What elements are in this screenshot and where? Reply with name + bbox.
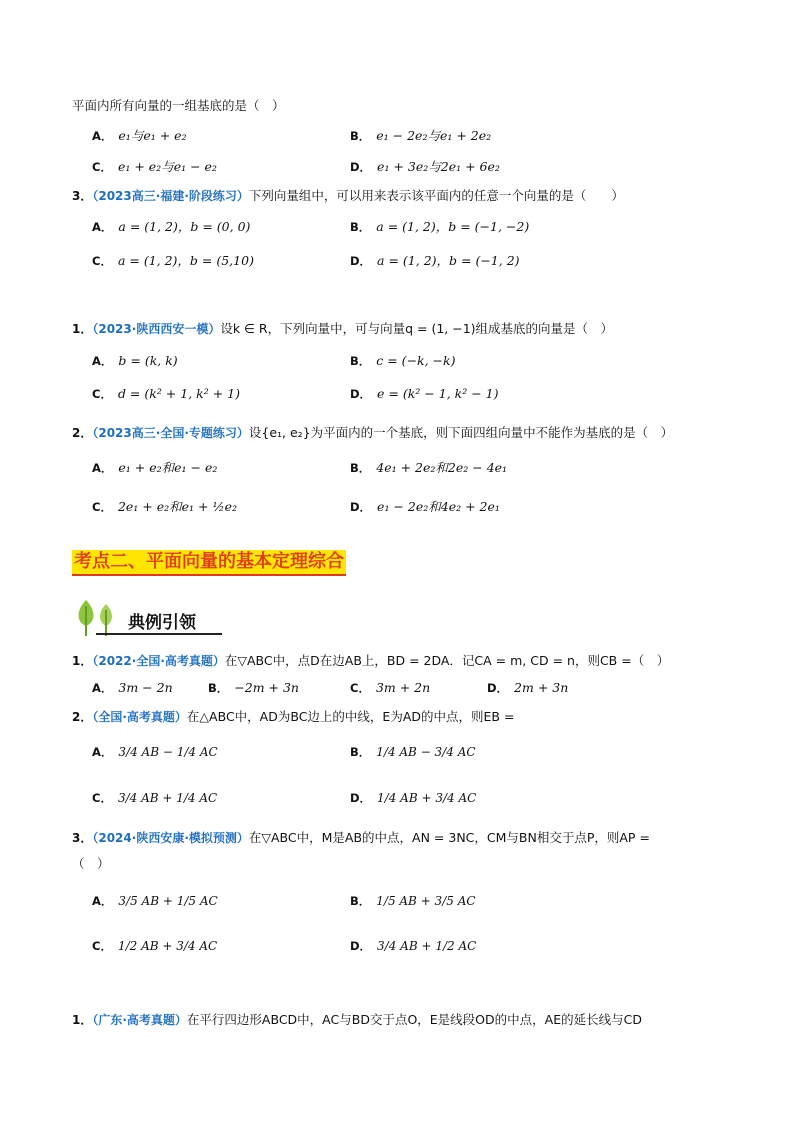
p1-option-c (92, 386, 240, 402)
option-text: a = (1, 2)，b = (5,10) (117, 253, 254, 268)
e1-option-b (208, 680, 299, 696)
question-number: 2． (72, 426, 93, 440)
option-label: D． (350, 387, 372, 401)
option-label: B． (350, 354, 371, 368)
question-stem: 在▽ABC中，点D在边AB上，BD = 2DA．记CA = m, CD = n，则CB =（ ） (224, 653, 670, 668)
option-label: B． (350, 461, 371, 475)
q3-option-a (92, 217, 250, 235)
e3-stem-line (72, 828, 650, 846)
intro-option-a (92, 126, 187, 144)
option-text: 4e₁ + 2e₂和2e₂ − 4e₁ (376, 460, 508, 475)
option-label: D． (350, 791, 372, 805)
p2-stem-line (72, 423, 673, 441)
option-label: B． (350, 894, 371, 908)
option-text: 1/4 AB − 3/4 AC (376, 745, 476, 759)
option-text: d = (k² + 1, k² + 1) (117, 386, 240, 401)
question-number: 3． (72, 189, 93, 203)
option-label: A． (92, 894, 113, 908)
question-source: （广东·高考真题） (92, 1013, 187, 1027)
question-source: （全国·高考真题） (92, 710, 187, 724)
intro-stem: 平面内所有向量的一组基底的是（ ） (72, 98, 285, 113)
option-text: e₁ − 2e₂与e₁ + 2e₂ (376, 128, 492, 143)
option-text: 1/5 AB + 3/5 AC (376, 894, 476, 908)
option-text: c = (−k, −k) (376, 353, 456, 368)
option-text: 3/5 AB + 1/5 AC (118, 894, 218, 908)
question-source: （2024·陕西安康·模拟预测） (92, 831, 249, 845)
option-text: e₁ − 2e₂和4e₂ + 2e₁ (377, 499, 500, 514)
option-label: B． (208, 681, 229, 695)
p2-option-c (92, 497, 237, 515)
section-title: 考点二、平面向量的基本定理综合 (72, 550, 346, 576)
question-stem: 在▽ABC中，M是AB的中点，AN = 3NC，CM与BN相交于点P，则AP = (248, 830, 650, 845)
option-text: b = (k, k) (118, 353, 178, 368)
option-label: A． (92, 354, 113, 368)
option-label: C． (92, 500, 112, 514)
question-source: （2023高三·全国·专题练习） (92, 426, 249, 440)
intro-option-c (92, 157, 217, 175)
question-stem: 下列向量组中，可以用来表示该平面内的任意一个向量的是（ ） (248, 188, 624, 203)
option-label: C． (92, 387, 112, 401)
p1-option-d (350, 386, 498, 402)
question-number: 1． (72, 654, 93, 668)
e2-option-a (92, 744, 218, 760)
e1-stem-line (72, 651, 669, 669)
question-source: （2023高三·福建·阶段练习） (92, 189, 249, 203)
option-label: B． (350, 129, 371, 143)
e1-option-c (350, 680, 430, 696)
option-text: 1/4 AB + 3/4 AC (377, 791, 477, 805)
option-label: B． (350, 220, 371, 234)
banner-underline (96, 633, 222, 635)
option-text: 2e₁ + e₂和e₁ + ½e₂ (117, 499, 237, 514)
option-label: A． (92, 461, 113, 475)
e1-option-a (92, 680, 173, 696)
e3-option-c (92, 938, 217, 954)
question-number: 3． (72, 831, 93, 845)
e2-stem-line (72, 707, 514, 725)
option-label: A． (92, 681, 113, 695)
e2-option-c (92, 790, 217, 806)
option-label: C． (92, 939, 112, 953)
intro-option-b (350, 126, 491, 144)
question-stem: 设k ∈ R，下列向量中，可与向量q = (1, −1)组成基底的向量是（ ） (220, 321, 614, 336)
option-label: C． (92, 254, 112, 268)
q3-option-b (350, 217, 529, 235)
option-text: 3m + 2n (375, 680, 431, 695)
q3-option-d (350, 251, 520, 269)
option-text: e₁与e₁ + e₂ (118, 128, 187, 143)
e3-option-d (350, 938, 476, 954)
p2-option-d (350, 497, 500, 515)
last-stem-line (72, 1010, 642, 1028)
option-text: 3/4 AB + 1/4 AC (117, 791, 218, 805)
question-number: 1． (72, 1013, 93, 1027)
option-text: −2m + 3n (234, 680, 299, 695)
p1-option-a (92, 353, 178, 369)
e3-stem-paren: （ ） (72, 856, 110, 871)
e2-option-b (350, 744, 476, 760)
q3-option-c (92, 251, 254, 269)
option-label: D． (350, 254, 372, 268)
e3-option-b (350, 893, 476, 909)
p1-option-b (350, 353, 455, 369)
option-text: a = (1, 2)，b = (−1, −2) (376, 219, 530, 234)
option-label: D． (350, 939, 372, 953)
option-text: a = (1, 2)，b = (0, 0) (118, 219, 251, 234)
p1-stem-line (72, 319, 613, 337)
option-label: A． (92, 745, 113, 759)
option-label: A． (92, 129, 113, 143)
option-label: B． (350, 745, 371, 759)
e3-option-a (92, 893, 218, 909)
option-label: D． (487, 681, 509, 695)
p2-option-a (92, 458, 217, 476)
question-number: 1． (72, 322, 93, 336)
option-text: 1/2 AB + 3/4 AC (117, 939, 218, 953)
option-text: e₁ + e₂与e₁ − e₂ (117, 159, 217, 174)
option-text: 3m − 2n (118, 680, 173, 695)
e1-option-d (487, 680, 568, 696)
banner-title: 典例引领 (128, 613, 196, 633)
question-stem: 在平行四边形ABCD中，AC与BD交于点O，E是线段OD的中点，AE的延长线与CD (186, 1012, 642, 1027)
option-text: e₁ + 3e₂与2e₁ + 6e₂ (377, 159, 500, 174)
intro-option-d (350, 157, 500, 175)
e2-option-d (350, 790, 476, 806)
question-source: （2023·陕西西安一模） (92, 322, 221, 336)
question-stem: 设{e₁, e₂}为平面内的一个基底，则下面四组向量中不能作为基底的是（ ） (248, 425, 674, 440)
p2-option-b (350, 458, 507, 476)
question-number: 2． (72, 710, 93, 724)
option-label: C． (92, 791, 112, 805)
option-label: D． (350, 500, 372, 514)
option-text: 3/4 AB − 1/4 AC (118, 745, 218, 759)
q3-stem-line (72, 186, 624, 204)
question-stem: 在△ABC中，AD为BC边上的中线，E为AD的中点，则EB = (186, 709, 515, 724)
option-text: a = (1, 2)，b = (−1, 2) (377, 253, 520, 268)
option-label: C． (92, 160, 112, 174)
option-label: A． (92, 220, 113, 234)
option-text: e₁ + e₂和e₁ − e₂ (118, 460, 218, 475)
option-text: e = (k² − 1, k² − 1) (377, 386, 499, 401)
option-label: C． (350, 681, 370, 695)
option-label: D． (350, 160, 372, 174)
option-text: 3/4 AB + 1/2 AC (377, 939, 477, 953)
option-text: 2m + 3n (514, 680, 569, 695)
question-source: （2022·全国·高考真题） (92, 654, 225, 668)
